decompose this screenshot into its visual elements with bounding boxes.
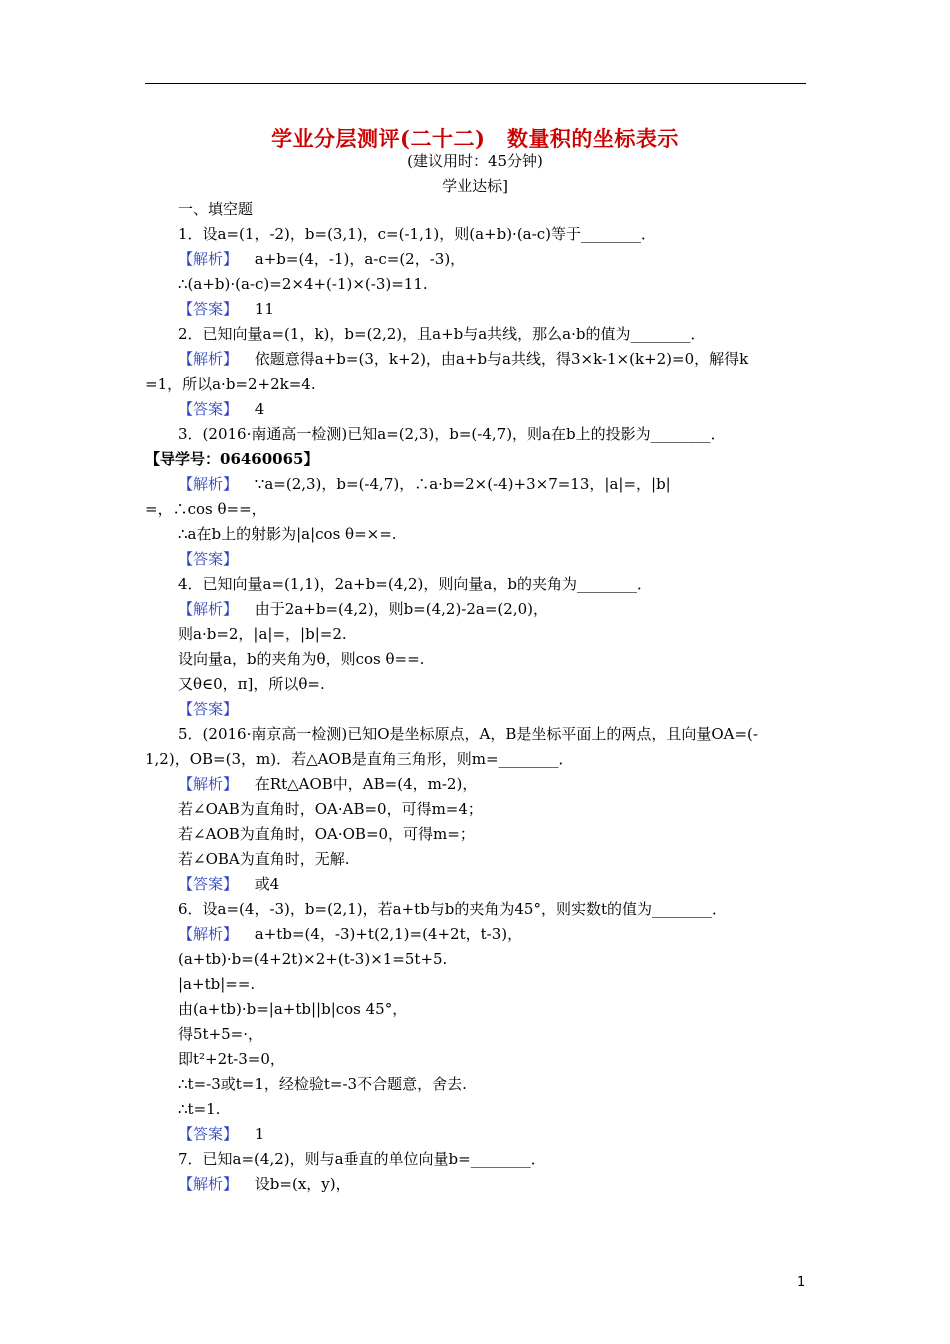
answer-2-text: 4 — [254, 400, 265, 418]
answer-tag: 【答案】 — [178, 875, 239, 893]
analysis-7 — [178, 1174, 351, 1194]
analysis-2 — [178, 349, 748, 369]
answer-5 — [178, 874, 279, 894]
analysis-5-line2: 若∠OAB为直角时，OA·AB=0，可得m=4； — [178, 800, 483, 818]
analysis-3 — [178, 474, 671, 494]
answer-tag: 【答案】 — [178, 300, 239, 318]
analysis-tag: 【解析】 — [178, 475, 239, 493]
question-3: 3．(2016·南通高一检测)已知a=(2,3)，b=(-4,7)，则a在b上的投影为________． — [178, 425, 726, 443]
analysis-7-text: 设b=(x，y)， — [254, 1175, 351, 1193]
answer-tag: 【答案】 — [178, 400, 239, 418]
analysis-6-line8: ∴t=1. — [178, 1100, 221, 1118]
answer-6 — [178, 1124, 264, 1144]
analysis-tag: 【解析】 — [178, 600, 239, 618]
question-4: 4．已知向量a=(1,1)，2a+b=(4,2)，则向量a，b的夹角为________． — [178, 575, 652, 593]
answer-2 — [178, 399, 264, 419]
analysis-5-line3: 若∠AOB为直角时，OA·OB=0，可得m=； — [178, 825, 475, 843]
analysis-6-line5: 得5t+5=·， — [178, 1025, 264, 1043]
analysis-6-line2: (a+tb)·b=(4+2t)×2+(t-3)×1=5t+5. — [178, 950, 448, 968]
question-2: 2．已知向量a=(1，k)，b=(2,2)，且a+b与a共线，那么a·b的值为________． — [178, 325, 706, 343]
question-1: 1．设a=(1，-2)，b=(3,1)，c=(-1,1)，则(a+b)·(a-c)等于________． — [178, 225, 656, 243]
answer-tag: 【答案】 — [178, 1125, 239, 1143]
analysis-3-text: ∵a=(2,3)，b=(-4,7)，∴a·b=2×(-4)+3×7=13，|a|=，|b| — [254, 475, 671, 493]
analysis-6 — [178, 924, 522, 944]
analysis-tag: 【解析】 — [178, 350, 239, 368]
analysis-5-line4: 若∠OBA为直角时，无解. — [178, 850, 350, 868]
analysis-tag: 【解析】 — [178, 250, 239, 268]
question-7: 7．已知a=(4,2)，则与a垂直的单位向量b=________． — [178, 1150, 546, 1168]
analysis-3-line2: =，∴cos θ==， — [145, 500, 267, 518]
level-heading: 学业达标] — [442, 177, 508, 195]
page-number: 1 — [797, 1275, 806, 1290]
section-heading: 一、填空题 — [178, 200, 254, 218]
answer-5-text: 或4 — [254, 875, 280, 893]
answer-6-text: 1 — [254, 1125, 265, 1143]
analysis-tag: 【解析】 — [178, 775, 239, 793]
header-rule — [145, 83, 806, 84]
guide-number: 【导学号：06460065】 — [145, 450, 319, 468]
analysis-tag: 【解析】 — [178, 1175, 239, 1193]
analysis-4-line2: 则a·b=2，|a|=，|b|=2. — [178, 625, 347, 643]
answer-1 — [178, 299, 274, 319]
analysis-6-line6: 即t²+2t-3=0， — [178, 1050, 285, 1068]
analysis-4-line3: 设向量a，b的夹角为θ，则cos θ==. — [178, 650, 425, 668]
analysis-6-line3: |a+tb|==. — [178, 975, 256, 993]
question-6: 6．设a=(4，-3)，b=(2,1)，若a+tb与b的夹角为45°，则实数t的值为________． — [178, 900, 728, 918]
analysis-6-line7: ∴t=-3或t=1，经检验t=-3不合题意，舍去. — [178, 1075, 467, 1093]
analysis-tag: 【解析】 — [178, 925, 239, 943]
analysis-4 — [178, 599, 548, 619]
analysis-1-line2: ∴(a+b)·(a-c)=2×4+(-1)×(-3)=11. — [178, 275, 428, 293]
suggested-time: (建议用时：45分钟) — [407, 152, 543, 170]
question-5: 5．(2016·南京高一检测)已知O是坐标原点，A，B是坐标平面上的两点，且向量OA=(- — [178, 725, 758, 743]
analysis-5 — [178, 774, 477, 794]
analysis-4-text: 由于2a+b=(4,2)，则b=(4,2)-2a=(2,0)， — [254, 600, 548, 618]
analysis-6-text: a+tb=(4，-3)+t(2,1)=(4+2t，t-3)， — [254, 925, 523, 943]
analysis-1-text: a+b=(4，-1)，a-c=(2，-3)， — [254, 250, 466, 268]
answer-3 — [178, 549, 238, 569]
page-title: 学业分层测评(二十二) 数量积的坐标表示 — [271, 126, 679, 151]
analysis-4-line4: 又θ∈0，π]，所以θ=. — [178, 675, 325, 693]
analysis-5-text: 在Rt△AOB中，AB=(4，m-2)， — [254, 775, 478, 793]
answer-tag: 【答案】 — [178, 550, 239, 568]
analysis-2-text: 依题意得a+b=(3，k+2)，由a+b与a共线，得3×k-1×(k+2)=0，解得k — [254, 350, 749, 368]
analysis-1 — [178, 249, 465, 269]
answer-1-text: 11 — [254, 300, 274, 318]
analysis-6-line4: 由(a+tb)·b=|a+tb||b|cos 45°， — [178, 1000, 408, 1018]
question-5-line2: 1,2)，OB=(3，m)．若△AOB是直角三角形，则m=________． — [145, 750, 574, 768]
answer-tag: 【答案】 — [178, 700, 239, 718]
analysis-3-line3: ∴a在b上的射影为|a|cos θ=×=. — [178, 525, 397, 543]
answer-4 — [178, 699, 238, 719]
analysis-2-line2: =1，所以a·b=2+2k=4. — [145, 375, 316, 393]
